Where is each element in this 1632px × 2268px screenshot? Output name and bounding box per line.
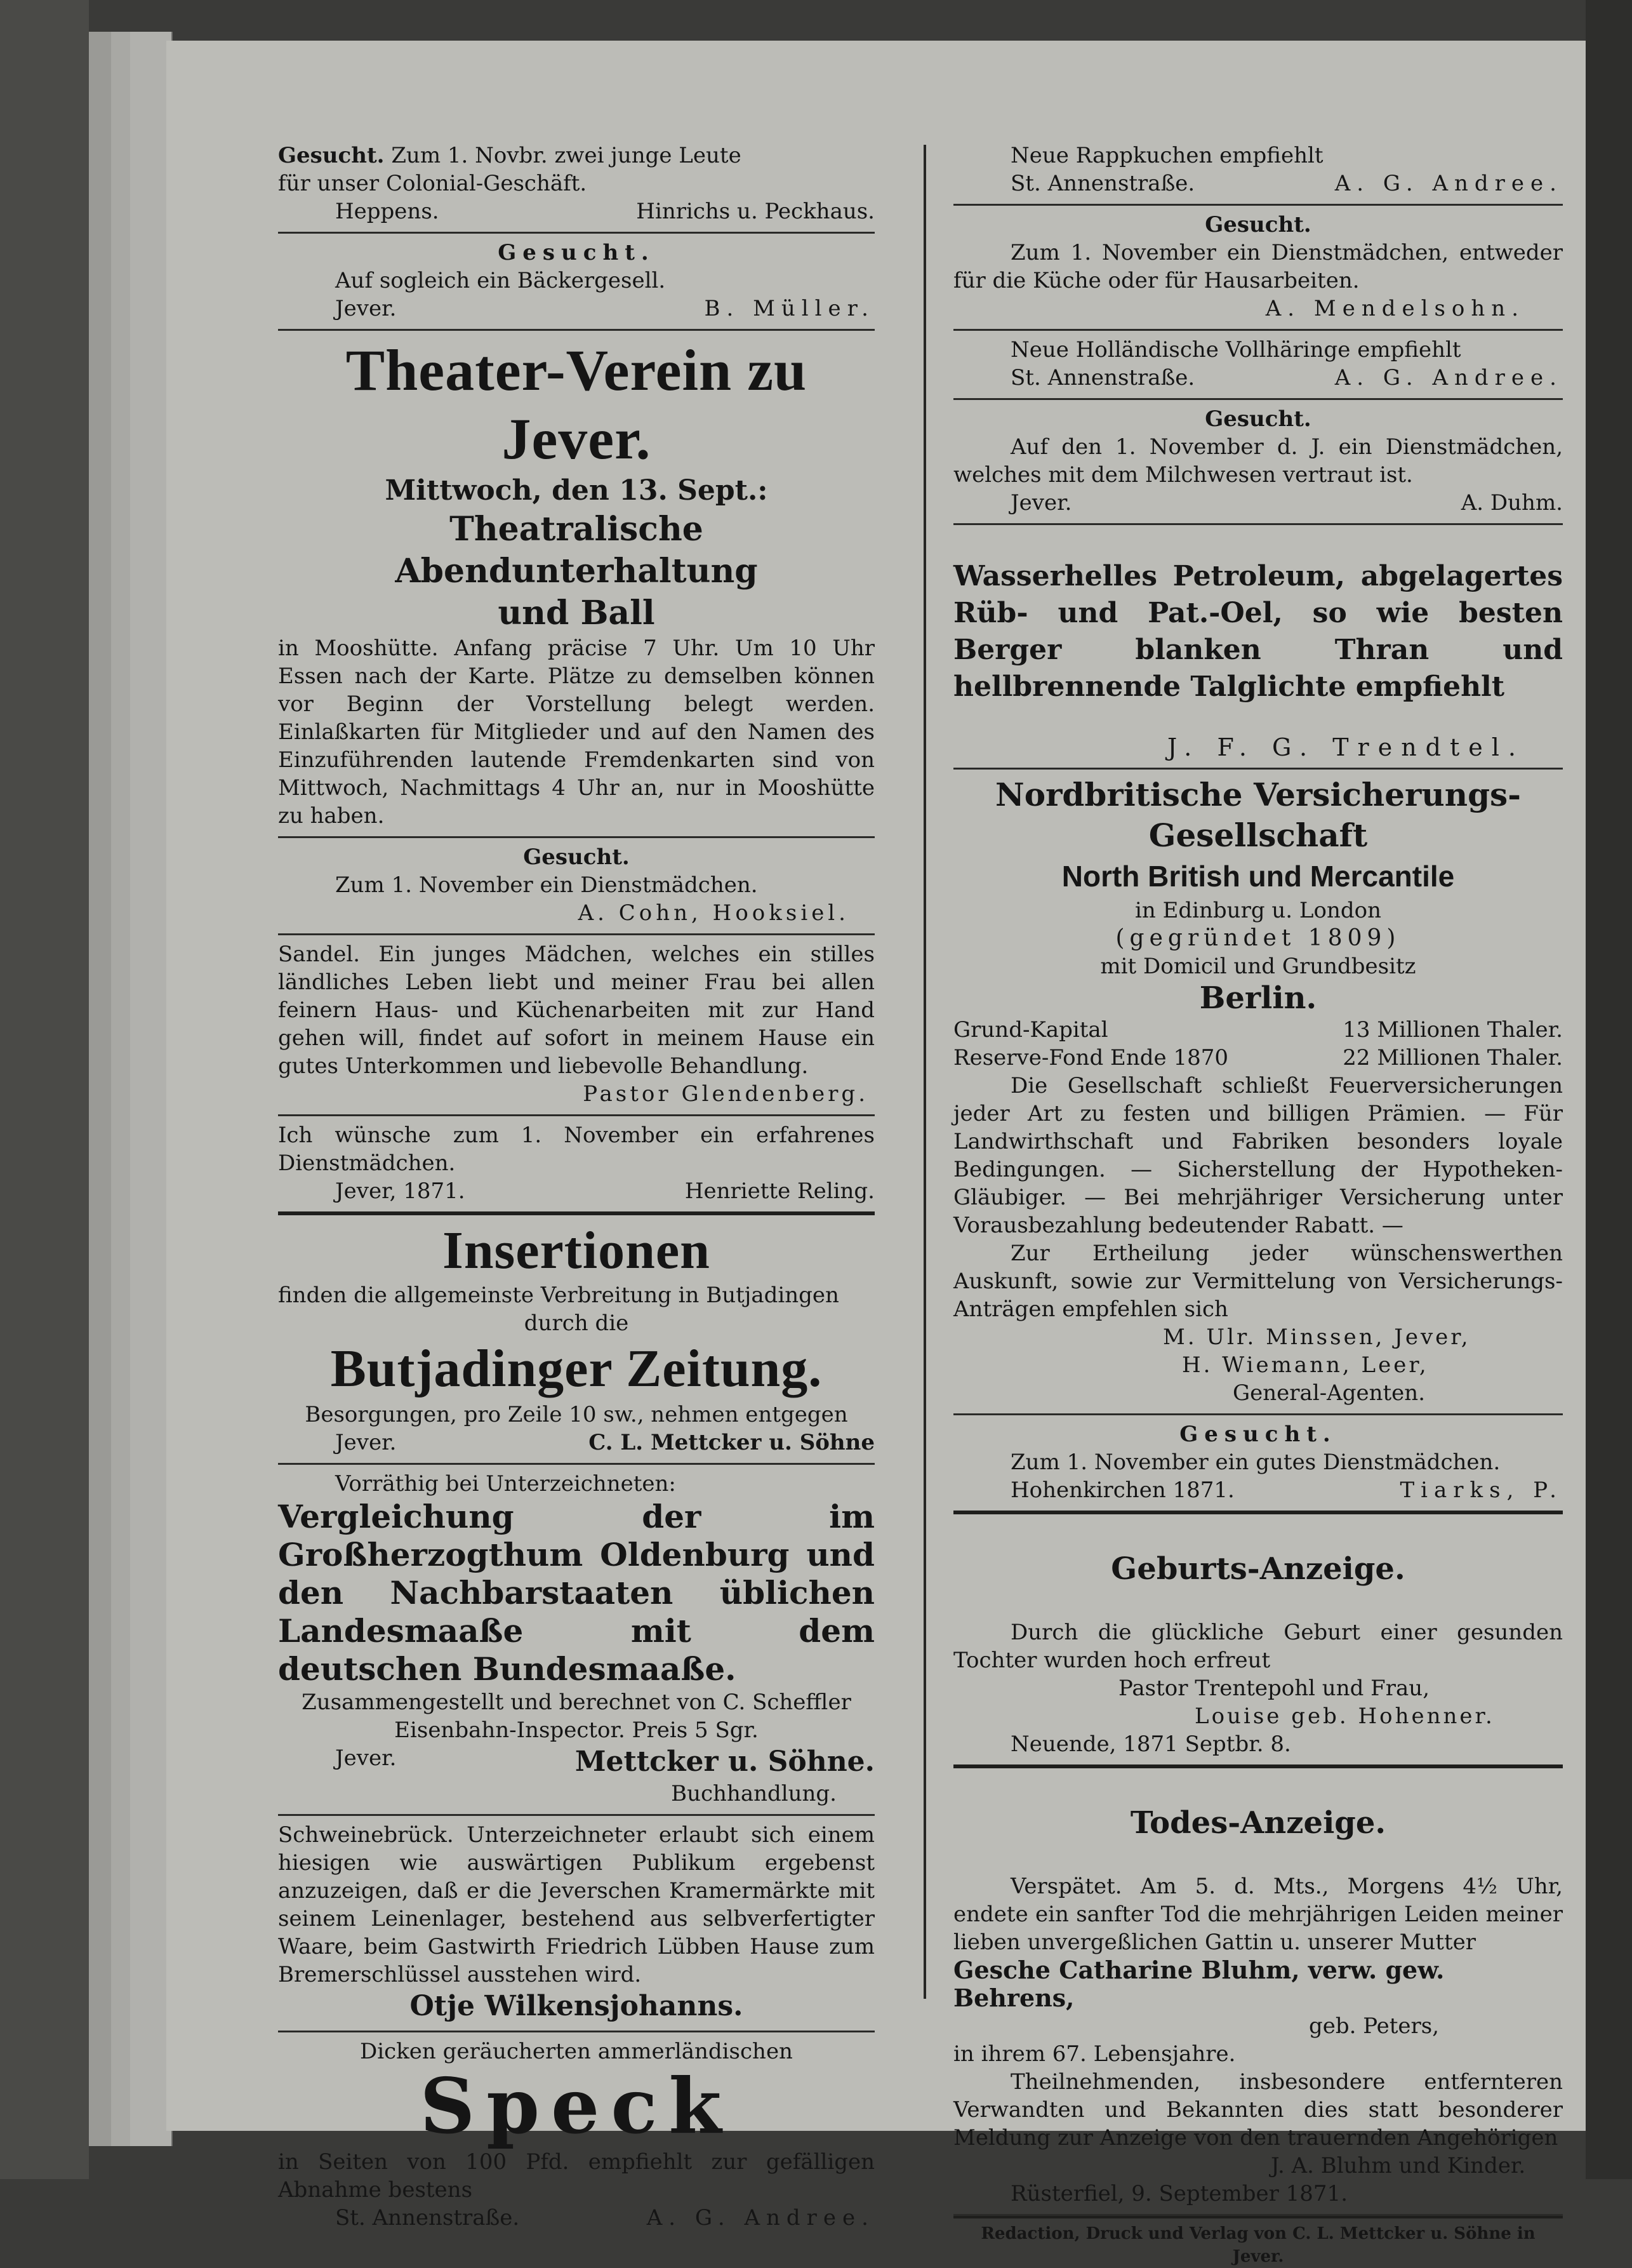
ad-reling (278, 1116, 875, 1215)
ad-sandel (278, 935, 875, 1116)
ad-text: Auf sogleich ein Bäckergesell. (335, 268, 666, 293)
ad-signature: A. Mendelsohn. (1265, 296, 1525, 321)
ad-text: in Edinburg u. London (1134, 898, 1381, 923)
ad-todes-anzeige (953, 1768, 1563, 2216)
ad-text: Die Gesellschaft schließt Feuerversicherungen jeder Art zu festen und billigen Prämien. — Für Landwirthschaft und Fabriken besonders loyale Bedingungen. — Sicherstellung der Hypotheken-Gläubiger. — Bei mehrjähriger Versicherung unter Vorausbezahlung bedeutender Rabatt. — (953, 1073, 1563, 1238)
ad-text: in Seiten von 100 Pfd. empfiehlt zur gefälligen Abnahme bestens (278, 2149, 875, 2203)
ad-place: Jever, 1871. (335, 1178, 465, 1204)
ad-petroleum (953, 525, 1563, 770)
ad-signature: A. G. Andree. (1334, 365, 1563, 390)
ad-text: Dicken geräucherten ammerländischen (360, 2039, 793, 2064)
ad-nordbritische (953, 770, 1563, 1415)
ad-text: Neue Rappkuchen empfiehlt (1011, 143, 1324, 168)
ad-text: Zum 1. Novbr. zwei junge Leute (391, 143, 741, 168)
ad-insertionen (278, 1215, 875, 1465)
ad-gesucht-tiarks (953, 1415, 1563, 1514)
theater-date: Mittwoch, den 13. Sept.: (385, 474, 768, 507)
ad-heading: Geburts-Anzeige. (1111, 1551, 1405, 1587)
ad-place: Hohenkirchen 1871. (1011, 1478, 1235, 1503)
insurance-title: Gesellschaft (1148, 817, 1368, 854)
ad-signature: A. G. Andree. (646, 2205, 875, 2231)
ad-place: St. Annenstraße. (335, 2205, 520, 2231)
reserve-value: 22 Millionen Thaler. (1343, 1045, 1563, 1071)
theater-text: in Mooshütte. Anfang präcise 7 Uhr. Um 10 Uhr Essen nach der Karte. Plätze zu demselben können vor Beginn der Vorstellung belegt werden. Einlaßkarten für Mitglieder und auf den Namen des Einzuführenden lautende Fremdenkarten sind von Mittwoch, Nachmittags 4 Uhr an, nur in Mooshütte zu haben. (278, 636, 875, 829)
agent: H. Wiemann, Leer, (1182, 1352, 1429, 1378)
ad-heading: Gesucht. (1205, 212, 1311, 237)
ad-date: Rüsterfiel, 9. September 1871. (1011, 2181, 1348, 2206)
ad-text: Ich wünsche zum 1. November ein erfahrenes Dienstmädchen. (278, 1123, 875, 1176)
butjadinger-title: Butjadinger Zeitung. (330, 1339, 823, 1398)
theater-event-ball: und Ball (498, 594, 655, 632)
ad-place: St. Annenstraße. (1011, 365, 1195, 390)
capital-label: Grund-Kapital (953, 1017, 1108, 1043)
ad-signature: Pastor Glendenberg. (583, 1081, 868, 1107)
ad-text: Verspätet. Am 5. d. Mts., Morgens 4½ Uhr, endete ein sanfter Tod die mehrjährigen Leiden meiner lieben unvergeßlichen Gattin u. unserer Mutter (953, 1874, 1563, 1955)
ad-signature: A. Cohn, Hooksiel. (578, 900, 849, 926)
speck-title: Speck (420, 2062, 733, 2151)
right-column (953, 137, 1563, 2268)
ad-heading: Gesucht. (523, 844, 630, 870)
ad-text: Neue Holländische Vollhäringe empfiehlt (1011, 337, 1461, 363)
ad-text: (gegründet 1809) (1115, 925, 1401, 951)
ad-text: in ihrem 67. Lebensjahre. (953, 2041, 1236, 2067)
theater-title: Theater-Verein zu Jever. (345, 338, 807, 471)
ad-gesucht-cohn (278, 838, 875, 935)
insurance-title-en: North British und Mercantile (1061, 860, 1455, 893)
ad-schweinebrueck (278, 1816, 875, 2032)
ad-heading: Gesucht. (1179, 1422, 1337, 1447)
agent: M. Ulr. Minssen, Jever, (1163, 1324, 1471, 1350)
deceased-name: Gesche Catharine Bluhm, verw. gew. Behrens, (953, 1956, 1445, 2012)
ad-signature: Pastor Trentepohl und Frau, (1118, 1676, 1430, 1701)
ad-place: Jever. (335, 1430, 397, 1455)
reserve-label: Reserve-Fond Ende 1870 (953, 1045, 1228, 1071)
ad-place: St. Annenstraße. (1011, 171, 1195, 196)
ad-gesucht-heppens (278, 137, 875, 234)
ad-date: Neuende, 1871 Septbr. 8. (1011, 1731, 1291, 1757)
left-background (0, 0, 89, 2179)
ad-signature: B. Müller. (704, 296, 875, 321)
ad-text: durch die (524, 1311, 629, 1336)
insurance-title: Nordbritische Versicherungs- (995, 776, 1521, 813)
ad-text: Zur Ertheilung jeder wünschenswerthen Auskunft, sowie zur Vermittelung von Versicherungs-Anträgen empfehlen sich (953, 1241, 1563, 1322)
ad-theater-verein (278, 331, 875, 838)
ad-text: mit Domicil und Grundbesitz (1100, 954, 1416, 979)
ad-signature: A. G. Andree. (1334, 171, 1563, 196)
column-divider (924, 145, 926, 1999)
ad-text: für unser Colonial-Geschäft. (278, 171, 587, 196)
ad-signature: Otje Wilkensjohanns. (409, 1990, 743, 2022)
ad-text: Sandel. Ein junges Mädchen, welches ein stilles ländliches Leben liebt und meiner Frau bei allen feinern Haus- und Küchenarbeiten mit zur Hand gehen will, findet auf sofort in meinem Hause ein gutes Unterkommen und liebevolle Behandlung. (278, 942, 875, 1079)
ad-text: Durch die glückliche Geburt einer gesunden Tochter wurden hoch erfreut (953, 1620, 1563, 1673)
ad-text: Auf den 1. November d. J. ein Dienstmädchen, welches mit dem Milchwesen vertraut ist. (953, 434, 1563, 488)
ad-signature: J. F. G. Trendtel. (1167, 733, 1525, 761)
ad-text: Besorgungen, pro Zeile 10 sw., nehmen entgegen (305, 1402, 848, 1427)
ad-text: finden die allgemeinste Verbreitung in Butjadingen (278, 1283, 839, 1308)
right-background (1586, 0, 1632, 2179)
capital-value: 13 Millionen Thaler. (1343, 1017, 1563, 1043)
ad-vergleichung (278, 1465, 875, 1816)
ad-heading: Gesucht. (1205, 406, 1311, 432)
ad-rappkuchen (953, 137, 1563, 206)
ad-signature-sub: Buchhandlung. (671, 1781, 837, 1806)
ad-text: Schweinebrück. Unterzeichneter erlaubt sich einem hiesigen wie auswärtigen Publikum ergebenst anzuzeigen, daß er die Jeverschen Kramermärkte mit seinem Leinenlager, bestehend aus selbverfertigter Waare, beim Gastwirth Friedrich Lübben Hause zum Bremerschlüssel ausstehen wird. (278, 1822, 875, 1987)
ad-heading: Todes-Anzeige. (1130, 1805, 1386, 1841)
book-title: Vergleichung der im Großherzogthum Oldenburg und den Nachbarstaaten üblichen Landesmaaße mit dem deutschen Bundesmaaße. (278, 1498, 875, 1688)
ad-place: Jever. (335, 296, 397, 321)
ad-text: Zum 1. November ein Dienstmädchen, entweder für die Küche oder für Hausarbeiten. (953, 240, 1563, 293)
ad-geburts-anzeige (953, 1514, 1563, 1768)
ad-place: Jever. (1011, 490, 1072, 516)
ad-signature: Henriette Reling. (684, 1178, 875, 1204)
ad-text: Zusammengestellt und berechnet von C. Scheffler (302, 1690, 851, 1715)
ad-text: geb. Peters, (1309, 2013, 1440, 2039)
ad-text: Vorräthig bei Unterzeichneten: (335, 1471, 676, 1497)
ad-signature: Louise geb. Hohenner. (1195, 1704, 1495, 1729)
insertionen-title: Insertionen (442, 1221, 710, 1280)
insurance-city: Berlin. (1199, 980, 1317, 1016)
theater-event: Theatralische Abendunterhaltung (395, 510, 758, 590)
ad-signature: J. A. Bluhm und Kinder. (1271, 2153, 1526, 2178)
ad-place: Jever. (335, 1745, 397, 1771)
ad-signature: Hinrichs u. Peckhaus. (636, 199, 875, 224)
ad-text: Zum 1. November ein gutes Dienstmädchen. (1011, 1450, 1501, 1475)
ad-vollhaeringe (953, 331, 1563, 400)
ad-text: Eisenbahn-Inspector. Preis 5 Sgr. (394, 1718, 759, 1743)
ad-heading: Gesucht. (278, 143, 385, 168)
ad-text: Wasserhelles Petroleum, abgelagertes Rüb- und Pat.-Oel, so wie besten Berger blanken Thran und hellbrennende Talglichte empfiehlt (953, 560, 1563, 703)
ad-signature: A. Duhm. (1461, 490, 1563, 516)
imprint: Redaction, Druck und Verlag von C. L. Mettcker u. Söhne in Jever. (953, 2216, 1563, 2268)
left-column (278, 137, 875, 2238)
ad-place: Heppens. (335, 199, 439, 224)
ad-gesucht-mendelsohn (953, 206, 1563, 331)
ad-gesucht-duhm (953, 400, 1563, 525)
agent-role: General-Agenten. (1233, 1380, 1426, 1406)
ad-text: Zum 1. November ein Dienstmädchen. (335, 872, 758, 898)
ad-signature: C. L. Mettcker u. Söhne (588, 1430, 875, 1455)
ad-text: Theilnehmenden, insbesondere entfernteren Verwandten und Bekannten dies statt besonderer Meldung zur Anzeige von den trauernden Angehörigen (953, 2069, 1563, 2151)
ad-heading: Gesucht. (498, 240, 655, 265)
ad-gesucht-baecker (278, 234, 875, 331)
ad-signature: Mettcker u. Söhne. (574, 1745, 875, 1778)
ad-signature: Tiarks, P. (1400, 1478, 1563, 1503)
ad-speck (278, 2032, 875, 2238)
